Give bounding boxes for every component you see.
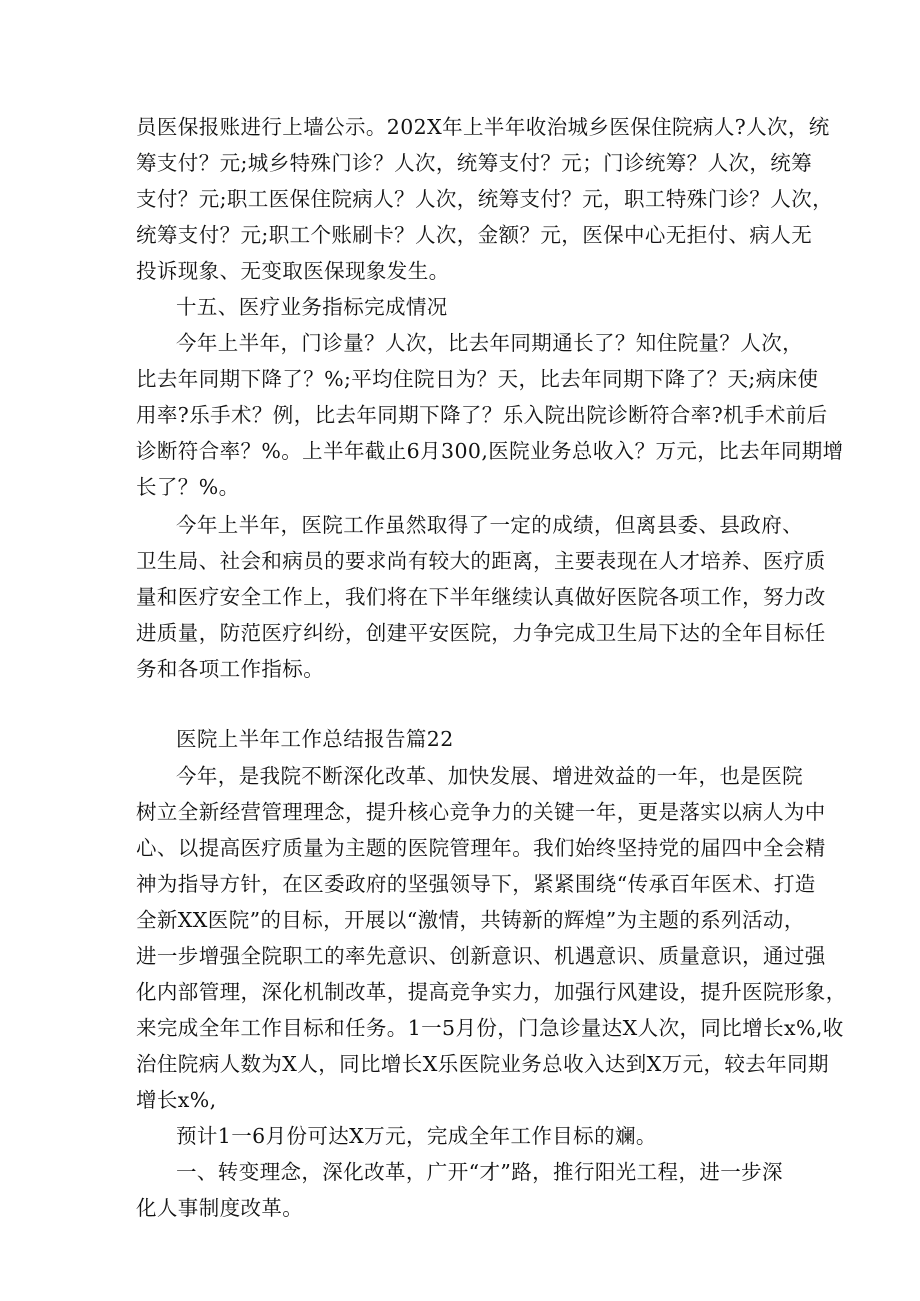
text-line: 筹支付？元;城乡特殊门诊？人次，统筹支付？元；门诊统筹？人次，统筹 (136, 151, 813, 175)
text-line: 树立全新经营管理理念，提升核心竞争力的关键一年，更是落实以病人为中 (136, 800, 826, 824)
text-line: 进质量，防范医疗纠纷，创建平安医院，力争完成卫生局下达的全年目标任 (136, 621, 826, 645)
text-line: 神为指导方针，在区委政府的坚强领导下，紧紧围绕“传承百年医术、打造 (136, 872, 816, 896)
text-line: 员医保报账进行上墙公示。202X年上半年收治城乡医保住院病人?人次，统 (136, 115, 830, 139)
text-line: 用率?乐手术？例，比去年同期下降了？乐入院出院诊断符合率?机手术前后 (136, 403, 828, 427)
text-line: 今年上半年，门诊量？人次，比去年同期通长了？知住院量？人次， (176, 331, 803, 355)
text-line: 预计1一6月份可达X万元，完成全年工作目标的斓。 (176, 1124, 657, 1148)
section-heading: 一、转变理念，深化改革，广开“才”路，推行阳光工程，进一步深 (176, 1160, 783, 1184)
text-line: 增长x%, (136, 1088, 217, 1112)
text-line: 化人事制度改革。 (136, 1196, 304, 1220)
text-line: 进一步增强全院职工的率先意识、创新意识、机遇意识、质量意识，通过强 (136, 944, 826, 968)
text-line: 统筹支付？元;职工个账刷卡？人次，金额？元，医保中心无拒付、病人无 (136, 223, 813, 247)
text-line: 来完成全年工作目标和任务。1一5月份，门急诊量达X人次，同比增长x%,收 (136, 1016, 844, 1040)
text-line: 今年上半年，医院工作虽然取得了一定的成绩，但离县委、县政府、 (176, 513, 803, 537)
text-line: 心、以提高医疗质量为主题的医院管理年。我们始终坚持党的届四中全会精 (136, 836, 826, 860)
text-line: 全新XX医院”的目标，开展以“激情，共铸新的辉煌”为主题的系列活动， (136, 908, 805, 932)
text-line: 卫生局、社会和病员的要求尚有较大的距离，主要表现在人才培养、医疗质 (136, 549, 826, 573)
text-line: 治住院病人数为X人，同比增长X乐医院业务总收入达到X万元，较去年同期 (136, 1052, 829, 1076)
text-line: 比去年同期下降了？%;平均住院日为？天，比去年同期下降了？天;病床使 (136, 367, 819, 391)
text-line: 诊断符合率？%。上半年截止6月300,医院业务总收入？万元，比去年同期增 (136, 439, 844, 463)
text-line: 支付？元;职工医保住院病人？人次，统筹支付？元，职工特殊门诊？人次， (136, 187, 834, 211)
text-line: 今年，是我院不断深化改革、加快发展、增进效益的一年，也是医院 (176, 764, 803, 788)
text-line: 投诉现象、无变取医保现象发生。 (136, 259, 450, 283)
text-line: 化内部管理，深化机制改革，提高竞争实力，加强行风建设，提升医院形象， (136, 980, 847, 1004)
text-line: 量和医疗安全工作上，我们将在下半年继续认真做好医院各项工作，努力改 (136, 585, 826, 609)
section-heading: 十五、医疗业务指标完成情况 (176, 295, 448, 319)
text-line: 务和各项工作指标。 (136, 657, 325, 681)
report-title: 医院上半年工作总结报告篇22 (176, 727, 454, 751)
text-line: 长了？%。 (136, 475, 240, 499)
